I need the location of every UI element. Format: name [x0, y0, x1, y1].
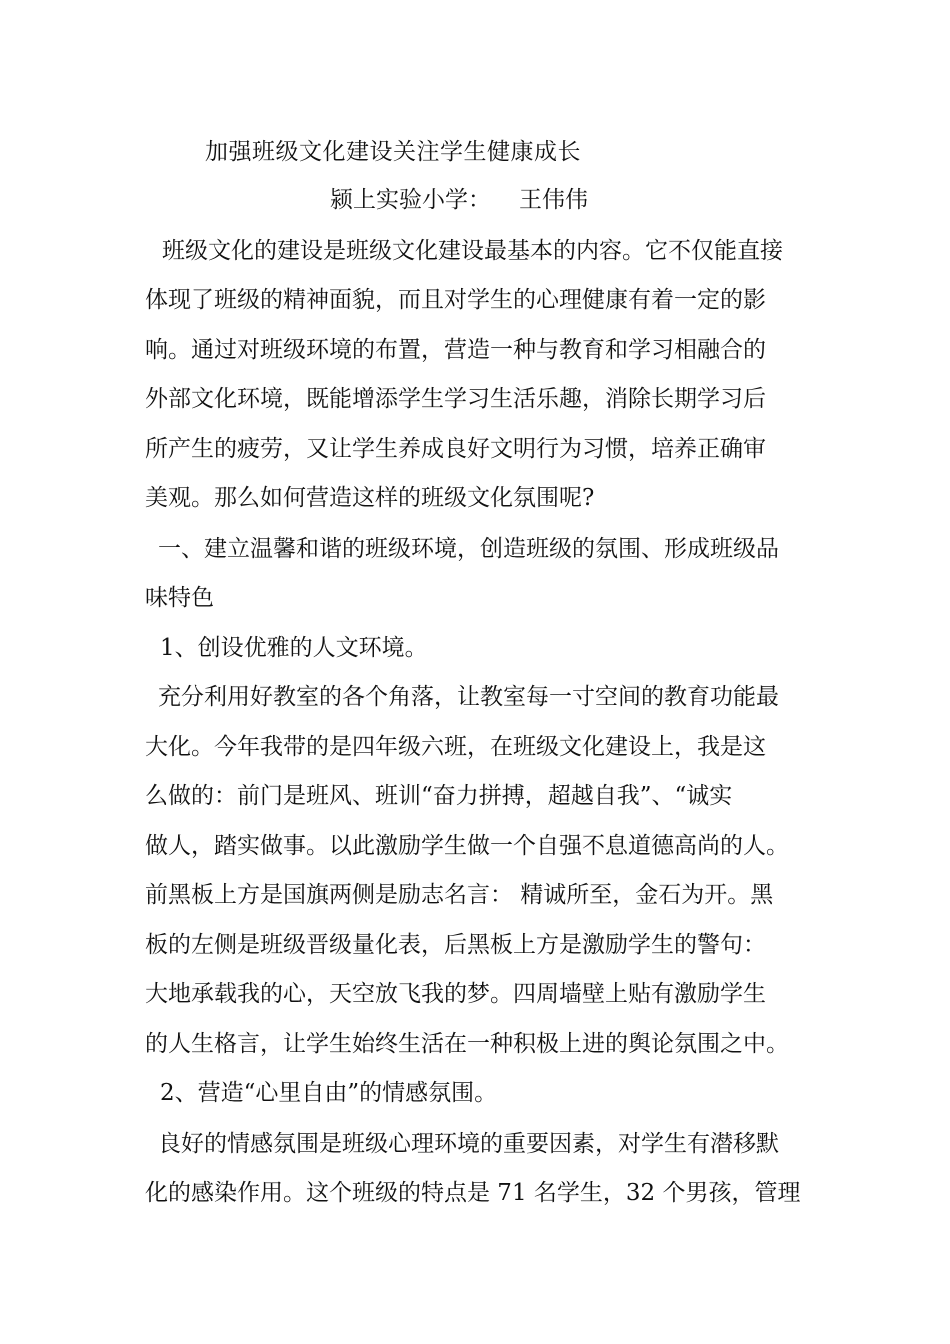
- paragraph-line: 外部文化环境，既能增添学生学习生活乐趣，消除长期学习后: [145, 386, 766, 412]
- paragraph-line: 么做的：前门是班风、班训“奋力拼搏，超越自我”、“诚实: [145, 783, 733, 809]
- paragraph-line: 化的感染作用。这个班级的特点是 71 名学生，32 个男孩，管理: [145, 1180, 801, 1206]
- paragraph-line: 体现了班级的精神面貌，而且对学生的心理健康有着一定的影: [145, 287, 766, 313]
- paragraph-line: 前黑板上方是国旗两侧是励志名言： 精诚所至，金石为开。黑: [145, 882, 774, 908]
- paragraph-line: 大化。今年我带的是四年级六班，在班级文化建设上，我是这: [145, 734, 766, 760]
- author-name: 王伟伟: [519, 187, 588, 213]
- document-title: 加强班级文化建设关注学生健康成长: [205, 139, 581, 165]
- paragraph-line: 班级文化的建设是班级文化建设最基本的内容。它不仅能直接: [162, 238, 783, 264]
- subheading-line: 1、创设优雅的人文环境。: [160, 635, 428, 661]
- subheading-line: 2、营造“心里自由”的情感氛围。: [160, 1080, 498, 1106]
- paragraph-line: 良好的情感氛围是班级心理环境的重要因素，对学生有潜移默: [158, 1131, 779, 1157]
- paragraph-line: 充分利用好教室的各个角落，让教室每一寸空间的教育功能最: [158, 684, 779, 710]
- paragraph-line: 响。通过对班级环境的布置，营造一种与教育和学习相融合的: [145, 337, 766, 363]
- paragraph-line: 做人，踏实做事。以此激励学生做一个自强不息道德高尚的人。: [145, 833, 789, 859]
- author-school: 颍上实验小学：: [330, 187, 491, 213]
- paragraph-line: 美观。那么如何营造这样的班级文化氛围呢?: [145, 485, 595, 511]
- document-author: [330, 182, 588, 218]
- paragraph-line: 大地承载我的心，天空放飞我的梦。四周墙壁上贴有激励学生: [145, 981, 766, 1007]
- paragraph-line: 板的左侧是班级晋级量化表，后黑板上方是激励学生的警句：: [145, 932, 766, 958]
- paragraph-line: 的人生格言，让学生始终生活在一种积极上进的舆论氛围之中。: [145, 1031, 789, 1057]
- section-heading-line: 味特色: [145, 585, 214, 611]
- paragraph-line: 所产生的疲劳，又让学生养成良好文明行为习惯，培养正确审: [145, 436, 766, 462]
- section-heading-line: 一、建立温馨和谐的班级环境，创造班级的氛围、形成班级品: [158, 536, 779, 562]
